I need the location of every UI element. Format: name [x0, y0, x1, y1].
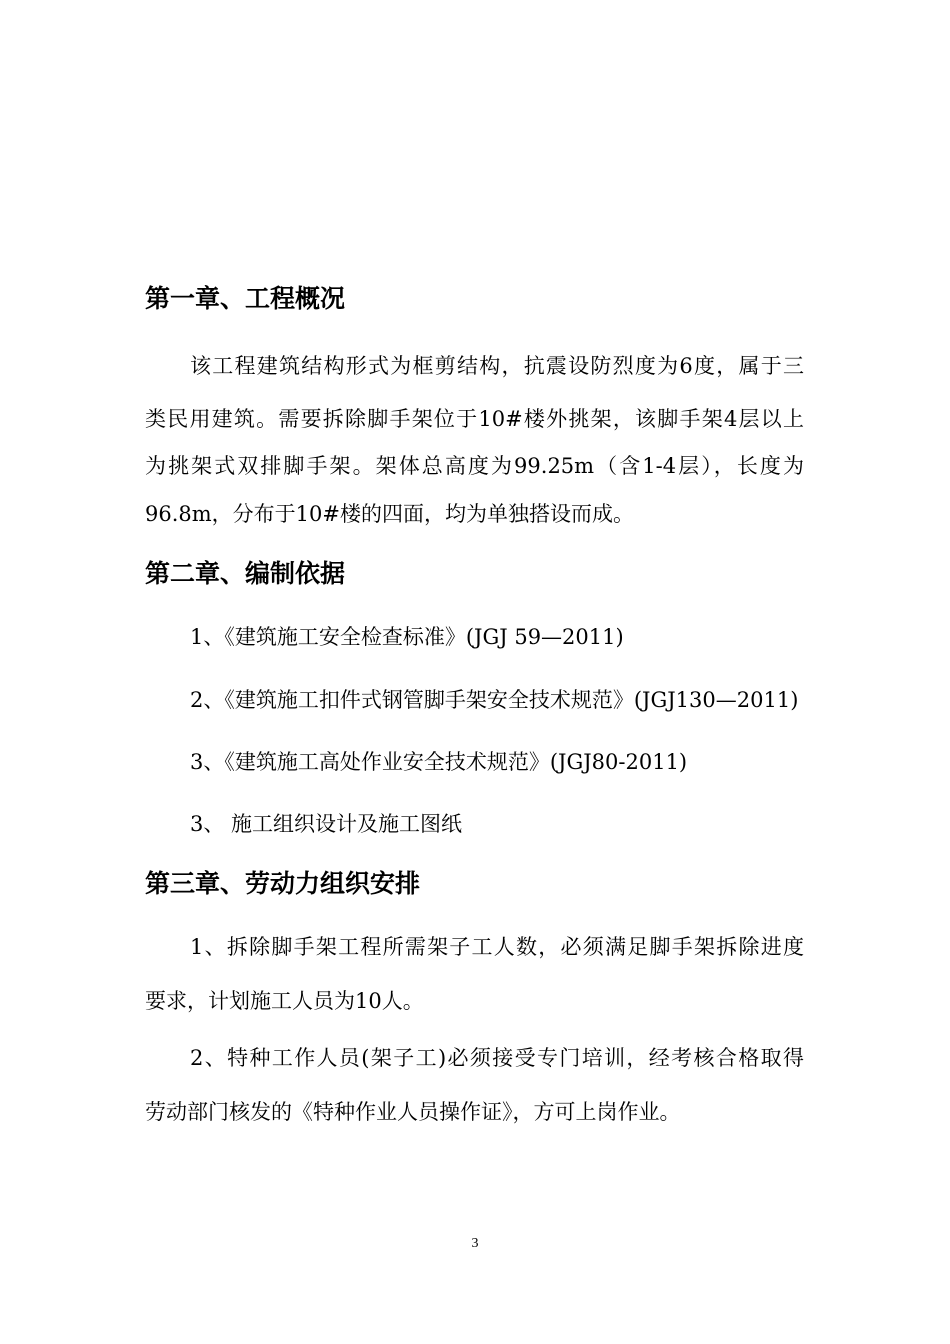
chapter-3-paragraph-line: 劳动部门核发的《特种作业人员操作证》，方可上岗作业。 [145, 1100, 681, 1124]
chapter-3-heading: 第三章、劳动力组织安排 [145, 869, 421, 898]
chapter-1-paragraph-line: 类民用建筑。需要拆除脚手架位于10#楼外挑架，该脚手架4层以上 [145, 407, 804, 431]
reference-item: 1、《建筑施工安全检查标准》(JGJ 59—2011) [190, 625, 624, 649]
reference-item: 3、《建筑施工高处作业安全技术规范》(JGJ80-2011) [190, 750, 688, 774]
reference-item: 2、《建筑施工扣件式钢管脚手架安全技术规范》(JGJ130—2011) [190, 688, 799, 712]
reference-item: 3、 施工组织设计及施工图纸 [190, 812, 463, 836]
chapter-1-paragraph-line: 为挑架式双排脚手架。架体总高度为99.25m（含1-4层），长度为 [145, 454, 804, 478]
chapter-3-paragraph-line: 2、特种工作人员(架子工)必须接受专门培训，经考核合格取得 [190, 1046, 804, 1070]
chapter-1-heading: 第一章、工程概况 [145, 284, 346, 313]
chapter-2-heading: 第二章、编制依据 [145, 559, 346, 588]
chapter-1-paragraph-line: 该工程建筑结构形式为框剪结构，抗震设防烈度为6度，属于三 [190, 354, 804, 378]
chapter-3-paragraph-line: 要求，计划施工人员为10人。 [145, 989, 424, 1013]
chapter-3-paragraph-line: 1、拆除脚手架工程所需架子工人数，必须满足脚手架拆除进度 [190, 935, 804, 959]
chapter-1-paragraph-line: 96.8m，分布于10#楼的四面，均为单独搭设而成。 [145, 502, 634, 526]
page-number: 3 [471, 1236, 479, 1251]
